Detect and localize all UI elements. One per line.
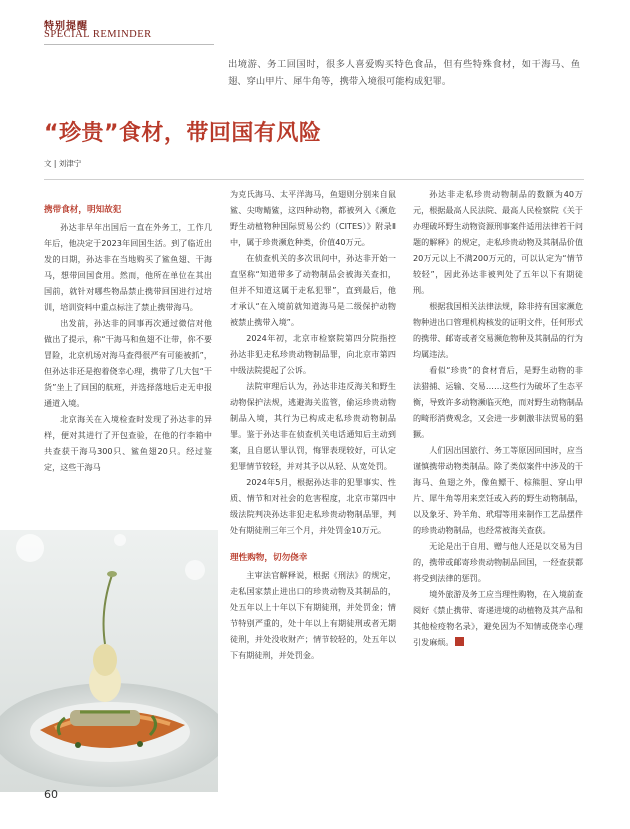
closing-text: 境外旅游及务工应当理性购物，在入境前查阅好《禁止携带、寄递进境的动植物及其产品和其他检疫物名录》，避免因为不知情或侥幸心理引发麻烦。 — [413, 589, 583, 647]
header-divider — [44, 44, 214, 45]
section-heading: 携带食材，明知故犯 — [44, 205, 122, 215]
body-paragraph: 2024年5月，根据孙达非的犯罪事实、性质、情节和对社会的危害程度，北京市第四中级法院判决孙达非犯走私珍贵动物制品罪，判处有期徒刑三年三个月，并处罚金10万元。 — [230, 477, 396, 535]
body-paragraph: 2024年初，北京市检察院第四分院指控孙达非犯走私珍贵动物制品罪，向北京市第四中级法院提起了公诉。 — [230, 333, 396, 375]
body-paragraph: 人们因出国旅行、务工等原因回国时，应当谨慎携带动物类制品。除了类似案件中涉及的干海马、鱼翅之外，像鱼鳔干、棕熊胆、穿山甲片、犀牛角等用来烹饪或入药的野生动物制品，以及象牙、羚羊角、玳瑁等用来制作工艺品摆件的珍贵动物制品，也经常被海关查获。 — [413, 445, 583, 535]
body-paragraph: 孙达非走私珍贵动物制品的数额为40万元，根据最高人民法院、最高人民检察院《关于办理破坏野生动物资源刑事案件适用法律若干问题的解释》的规定，走私珍贵动物及其制品价值20万元以上不满200万元的，可以认定为“情节较轻”，因此孙达非被判处了五年以下有期徒刑。 — [413, 189, 583, 295]
body-paragraph: 看似“珍贵”的食材背后，是野生动物的非法猎捕、运输、交易……这些行为破坏了生态平衡，导致许多动物濒临灭绝，而对野生动物制品的畸形消费观念，又会进一步刺激非法贸易的猖獗。 — [413, 365, 583, 439]
body-paragraph: 无论是出于自用、赠与他人还是以交易为目的，携带或邮寄珍贵动物制品回国，一经查获都将受到法律的惩罚。 — [413, 541, 583, 583]
section-label-zh: 特别提醒 — [44, 21, 88, 32]
body-paragraph: 为克氏海马、太平洋海马，鱼翅则分别来自鼠鲨、尖吻鲭鲨，这四种动物，都被列入《濒危野生动植物种国际贸易公约（CITES）》附录Ⅱ中，属于珍贵濒危种类，价值40万元。 — [230, 189, 396, 247]
body-paragraph: 法院审理后认为，孙达非违反海关和野生动物保护法规，逃避海关监管，偷运珍贵动物制品入境，其行为已构成走私珍贵动物制品罪。鉴于孙达非在侦查机关电话通知后主动到案，且自愿认罪认罚，悔罪表现较好，可认定犯罪情节较轻，并对其予以从轻、从宽处罚。 — [230, 381, 396, 471]
page-number: 60 — [44, 788, 58, 801]
body-paragraph: 出发前，孙达非的同事再次通过微信对他做出了提示，称“干海马和鱼翅不让带，你不要冒险，北京机场对海马查得很严有可能被抓”，但孙达非还是抱着侥幸心理，携带了几大包“干货”坐上了回国的航班，并选择落地后走无申报通道入境。 — [44, 318, 212, 408]
body-paragraph — [413, 586, 583, 650]
byline-divider — [44, 179, 584, 180]
lead-paragraph: 出境游、务工回国时，很多人喜爱购买特色食品，但有些特殊食材，如干海马、鱼翅、穿山甲片、犀牛角等，携带入境很可能构成犯罪。 — [228, 59, 580, 87]
section-heading: 理性购物，切勿侥幸 — [230, 553, 308, 563]
article-column-2 — [230, 186, 396, 663]
body-paragraph: 孙达非早年出国后一直在外务工，工作几年后，他决定于2023年回国生活。到了临近出发的日期，孙达非在当地购买了鲨鱼翅、干海马，想带回国食用。然而，他所在单位在其出国前，就针对哪些物品禁止携带回国进行过培训，培训资料中重点标注了禁止携带海马。 — [44, 222, 212, 312]
end-mark-icon — [455, 637, 464, 646]
body-paragraph: 根据我国相关法律法规，除非持有国家濒危物种进出口管理机构核发的证明文件，任何形式的携带、邮寄或者交易濒危物种及其制品的行为均属违法。 — [413, 301, 583, 359]
article-title: “珍贵”食材，带回国有风险 — [44, 121, 322, 146]
article-column-1 — [44, 202, 212, 475]
body-paragraph: 北京海关在入境检查时发现了孙达非的异样，便对其进行了开包查验，在他的行李箱中共查获干海马300只、鲨鱼翅20只。经过鉴定，这些干海马 — [44, 414, 212, 472]
food-photo — [0, 530, 218, 792]
body-paragraph: 在侦查机关的多次讯问中，孙达非开始一直坚称“知道带多了动物制品会被海关查扣，但并不知道这属于走私犯罪”，直到最后，他才承认“在入境前就知道海马是二级保护动物被禁止携带入境”。 — [230, 253, 396, 327]
article-column-3 — [413, 186, 583, 650]
section-label-en: SPECIAL REMINDER — [44, 29, 152, 40]
author-byline: 文 | 刘津宁 — [44, 159, 82, 168]
body-paragraph: 主审法官解释说，根据《刑法》的规定，走私国家禁止进出口的珍贵动物及其制品的，处五年以上十年以下有期徒刑，并处罚金；情节特别严重的，处十年以上有期徒刑或者无期徒刑，并处没收财产；情节较轻的，处五年以下有期徒刑，并处罚金。 — [230, 570, 396, 660]
